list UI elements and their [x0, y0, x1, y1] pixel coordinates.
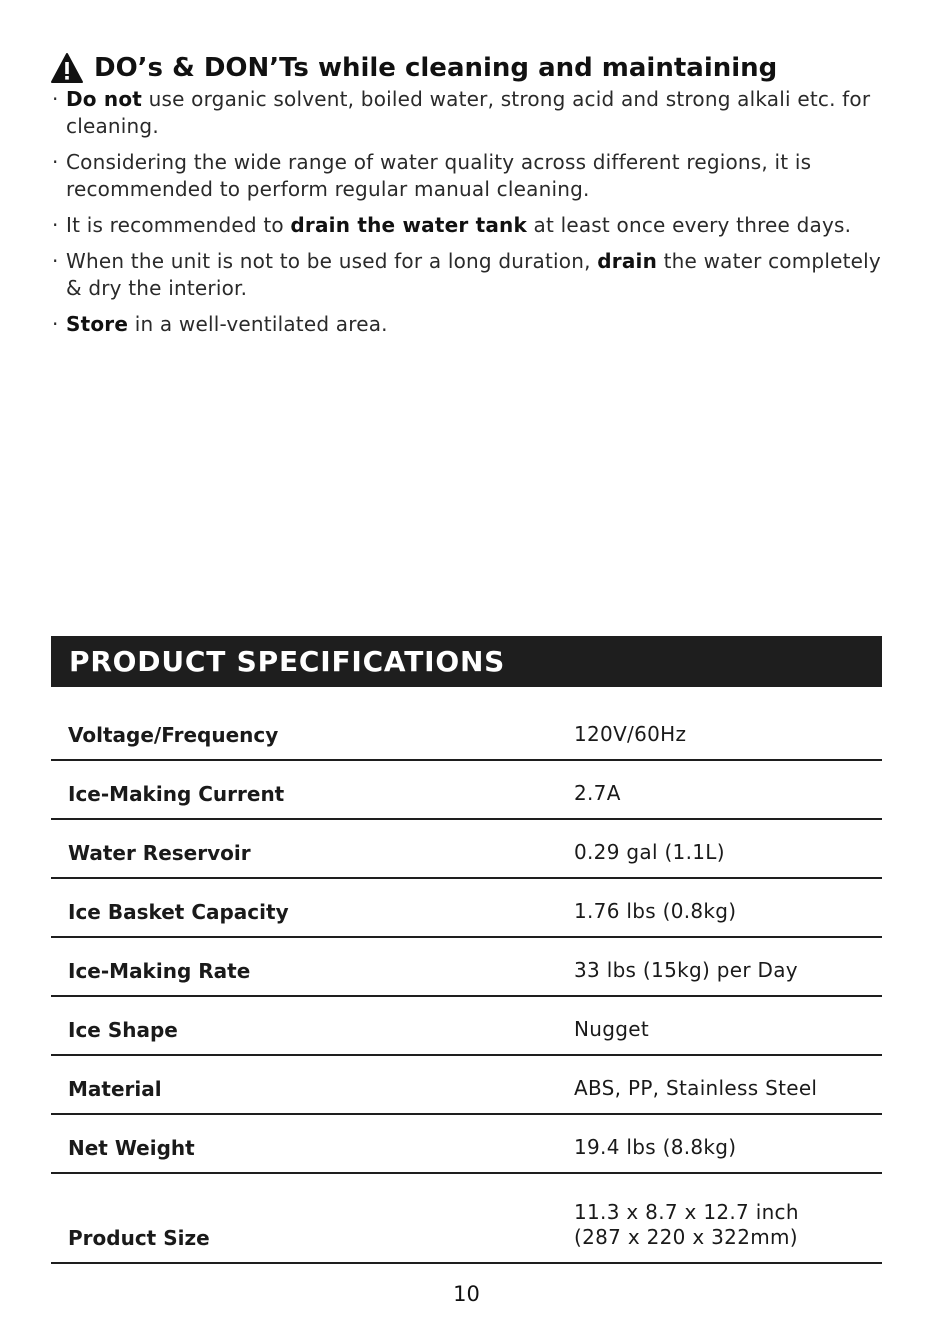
bullet-item: · Considering the wide range of water quality across different regions, it is recommended to perform regular manual cleaning. [52, 150, 812, 201]
bullet-text: When the unit is not to be used for a long duration, [66, 249, 598, 273]
spec-label: Water Reservoir [68, 841, 251, 865]
spec-value: 1.76 lbs (0.8kg) [574, 899, 737, 923]
spec-value-line: 11.3 x 8.7 x 12.7 inch [574, 1200, 799, 1224]
bullet-bold: drain the water tank [290, 213, 527, 237]
spec-label: Net Weight [68, 1136, 195, 1160]
bullet-item: · Do not use organic solvent, boiled water, strong acid and strong alkali etc. for cleaning. [52, 87, 871, 138]
bullet-text: Considering the wide range of water quality across different regions, it is recommended to perform regular manual cleaning. [66, 150, 812, 201]
table-row [51, 702, 882, 761]
section-heading [50, 50, 777, 86]
spec-value: ABS, PP, Stainless Steel [574, 1076, 818, 1100]
table-row [51, 1174, 882, 1264]
table-row [51, 1115, 882, 1174]
spec-value [574, 1200, 799, 1250]
bullet-text: use organic solvent, boiled water, strong acid and strong alkali etc. for cleaning. [66, 87, 871, 138]
table-row [51, 879, 882, 938]
spec-label: Ice Shape [68, 1018, 178, 1042]
spec-value-line: (287 x 220 x 322mm) [574, 1225, 798, 1249]
table-row [51, 820, 882, 879]
spec-value: 2.7A [574, 781, 621, 805]
page-number: 10 [453, 1282, 480, 1306]
bullet-text: the water completely & dry the interior. [66, 249, 881, 300]
bullet-bold: drain [597, 249, 658, 273]
table-row [51, 761, 882, 820]
bullet-text: It is recommended to [66, 213, 291, 237]
spec-label: Ice-Making Rate [68, 959, 251, 983]
spec-label: Product Size [68, 1226, 210, 1250]
heading-text: DO’s & DON’Ts while cleaning and maintaining [94, 53, 778, 83]
specifications-title: PRODUCT SPECIFICATIONS [51, 636, 882, 687]
bullet-text: in a well-ventilated area. [128, 312, 388, 336]
spec-value: 120V/60Hz [574, 722, 687, 746]
spec-label: Voltage/Frequency [68, 723, 279, 747]
spec-label: Material [68, 1077, 162, 1101]
spec-value: 33 lbs (15kg) per Day [574, 958, 798, 982]
bullet-bold: Do not [66, 87, 143, 111]
care-bullet-list [50, 86, 890, 347]
bullet-item: · It is recommended to drain the water tank at least once every three days. [52, 213, 852, 237]
table-row [51, 938, 882, 997]
bullet-text: at least once every three days. [526, 213, 852, 237]
spec-value: 0.29 gal (1.1L) [574, 840, 725, 864]
spec-value: 19.4 lbs (8.8kg) [574, 1135, 737, 1159]
bullet-item: · Store in a well-ventilated area. [52, 312, 388, 336]
spec-label: Ice Basket Capacity [68, 900, 289, 924]
spec-value: Nugget [574, 1017, 649, 1041]
warning-icon [50, 52, 84, 84]
bullet-item: · When the unit is not to be used for a long duration, drain the water completely & dry the interior. [52, 249, 881, 300]
table-row [51, 997, 882, 1056]
spec-label: Ice-Making Current [68, 782, 285, 806]
specifications-table [51, 702, 882, 1264]
table-row [51, 1056, 882, 1115]
bullet-bold: Store [66, 312, 129, 336]
